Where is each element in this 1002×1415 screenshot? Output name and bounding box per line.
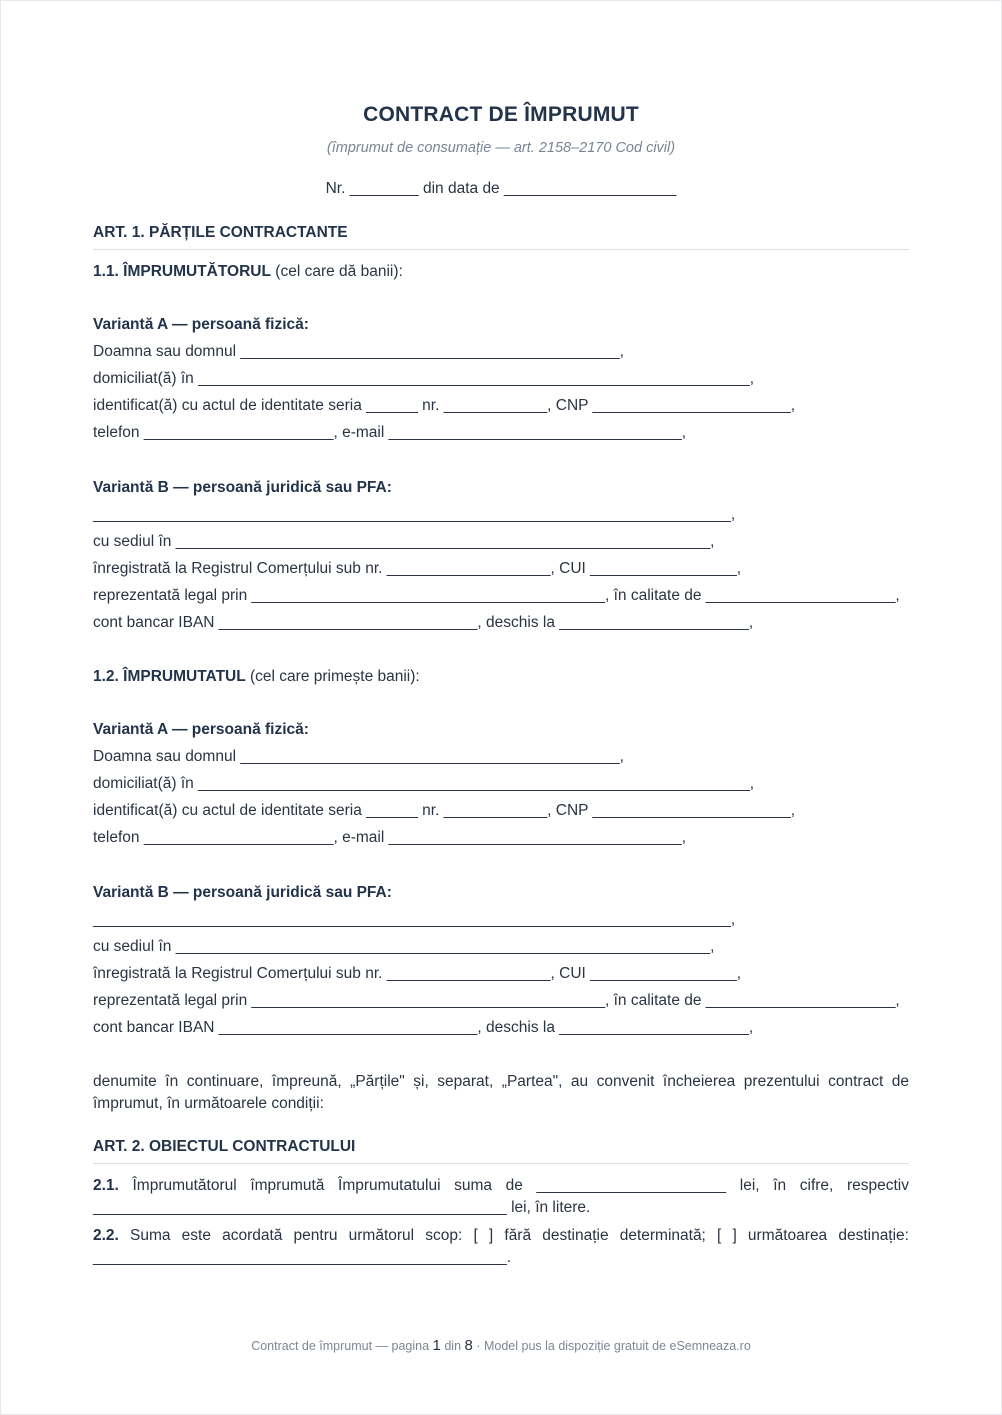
lender-a-name-line: Doamna sau domnul ____________________________________________, [93,343,624,360]
lender-a-address-line: domiciliat(ă) în ________________________________________________________________, [93,370,755,387]
borrower-a-address-line: domiciliat(ă) în ________________________________________________________________, [93,775,755,792]
borrower-b-seat-line: cu sediul în ______________________________________________________________, [93,938,715,955]
parties-denomination: denumite în continuare, împreună, „Părțile" și, separat, „Partea", au convenit încheierea prezentului contract de împrumut, în următoarele condiții: [93,1073,909,1112]
clause-2-1 [93,1175,909,1219]
clause-2-1-text: Împrumutătorul împrumută Împrumutatului suma de ______________________ lei, în cifre, respectiv ________________________________________________ lei, în litere. [93,1177,909,1216]
lender-variant-a-title: Variantă A — persoană fizică: [93,316,309,333]
art2-heading: ART. 2. OBIECTUL CONTRACTULUI [93,1138,909,1164]
clause-2-2-label: 2.2. [93,1227,119,1244]
lender-variant-b-title: Variantă B — persoană juridică sau PFA: [93,479,392,496]
lender-description: (cel care dă banii): [270,263,403,280]
borrower-label: 1.2. ÎMPRUMUTATUL [93,668,246,685]
lender-heading [93,262,909,282]
borrower-a-contact-line: telefon ______________________, e-mail __________________________________, [93,829,687,846]
lender-b-representative-line: reprezentată legal prin _________________________________________, în calitate de ______________________, [93,587,900,604]
art1-heading: ART. 1. PĂRȚILE CONTRACTANTE [93,224,909,250]
lender-a-id-line: identificat(ă) cu actul de identitate seria ______ nr. ____________, CNP _______________________, [93,397,796,414]
footer-page-number: 1 [432,1337,441,1354]
borrower-heading [93,667,909,687]
borrower-b-iban-line: cont bancar IBAN ______________________________, deschis la ______________________, [93,1019,754,1036]
footer-of: din [440,1339,465,1353]
lender-b-name-line: __________________________________________________________________________, [93,506,736,523]
clause-2-1-label: 2.1. [93,1177,119,1194]
document-title: CONTRACT DE ÎMPRUMUT [363,103,639,126]
lender-label: 1.1. ÎMPRUMUTĂTORUL [93,263,271,280]
document-subtitle: (împrumut de consumație — art. 2158–2170 Cod civil) [326,140,676,156]
borrower-description: (cel care primește banii): [245,668,420,685]
borrower-variant-a-title: Variantă A — persoană fizică: [93,721,309,738]
borrower-b-registry-line: înregistrată la Registrul Comerțului sub nr. ___________________, CUI _________________, [93,965,742,982]
clause-2-2-text: Suma este acordată pentru următorul scop: [ ] fără destinație determinată; [ ] următoarea destinație: ________________________________________________. [93,1227,909,1266]
borrower-a-name-line: Doamna sau domnul ____________________________________________, [93,748,624,765]
footer-suffix: · Model pus la dispoziție gratuit de eSemneaza.ro [472,1339,751,1353]
borrower-b-name-line: __________________________________________________________________________, [93,911,736,928]
lender-b-iban-line: cont bancar IBAN ______________________________, deschis la ______________________, [93,614,754,631]
footer-total-pages: 8 [464,1337,473,1354]
borrower-a-id-line: identificat(ă) cu actul de identitate seria ______ nr. ____________, CNP _______________________, [93,802,796,819]
clause-2-2 [93,1225,909,1269]
footer-prefix: Contract de împrumut — pagina [251,1339,433,1353]
lender-a-contact-line: telefon ______________________, e-mail __________________________________, [93,424,687,441]
borrower-b-representative-line: reprezentată legal prin _________________________________________, în calitate de ______________________, [93,992,900,1009]
borrower-variant-b-title: Variantă B — persoană juridică sau PFA: [93,884,392,901]
contract-number-line: Nr. ________ din data de ____________________ [325,180,677,197]
lender-b-seat-line: cu sediul în ______________________________________________________________, [93,533,715,550]
lender-b-registry-line: înregistrată la Registrul Comerțului sub nr. ___________________, CUI _________________, [93,560,742,577]
page-footer [93,1337,909,1354]
